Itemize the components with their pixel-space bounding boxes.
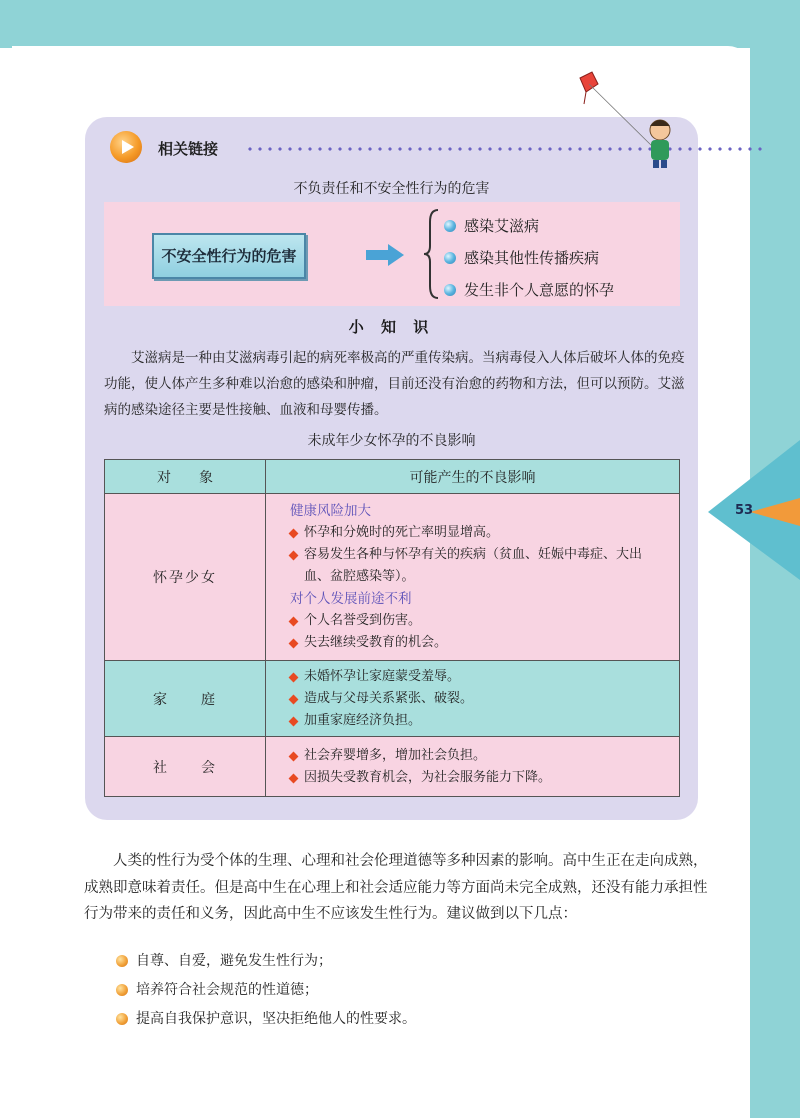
boy-with-kite-illustration bbox=[560, 70, 680, 170]
risk-item bbox=[444, 276, 614, 308]
diamond-bullet-icon bbox=[289, 716, 299, 726]
impact-category: 对个人发展前途不利 bbox=[290, 591, 412, 607]
row-impacts bbox=[266, 661, 680, 737]
impact-item: 未婚怀孕让家庭蒙受羞辱。 bbox=[290, 666, 679, 688]
impact-item: 容易发生各种与怀孕有关的疾病（贫血、妊娠中毒症、大出血、盆腔感染等）。 bbox=[290, 544, 649, 588]
impact-item: 个人名誉受到伤害。 bbox=[290, 610, 679, 632]
row-subject: 社 会 bbox=[105, 737, 266, 797]
orange-bullet-icon bbox=[116, 984, 128, 996]
diamond-bullet-icon bbox=[289, 639, 299, 649]
tip-title: 小 知 识 bbox=[348, 318, 435, 336]
brace-icon bbox=[422, 208, 440, 300]
page-number-tab bbox=[708, 440, 800, 580]
dotted-divider bbox=[245, 147, 765, 151]
impact-item: 加重家庭经济负担。 bbox=[290, 710, 679, 732]
diamond-bullet-icon bbox=[289, 617, 299, 627]
panel-title: 相关链接 bbox=[158, 140, 219, 158]
top-decorative-band bbox=[0, 0, 800, 48]
table-row bbox=[105, 494, 680, 661]
advice-item: 培养符合社会规范的性道德； bbox=[116, 977, 416, 1006]
table-header-subject: 对 象 bbox=[105, 460, 266, 494]
row-impacts bbox=[266, 494, 680, 661]
row-subject: 怀孕少女 bbox=[105, 494, 266, 661]
blue-bullet-icon bbox=[444, 220, 456, 232]
risk-item-text: 发生非个人意愿的怀孕 bbox=[464, 281, 615, 299]
risk-section-title: 不负责任和不安全性行为的危害 bbox=[293, 181, 490, 197]
row-impacts bbox=[266, 737, 680, 797]
diamond-bullet-icon bbox=[289, 551, 299, 561]
impact-item: 造成与父母关系紧张、破裂。 bbox=[290, 688, 679, 710]
risk-item-text: 感染艾滋病 bbox=[464, 217, 540, 235]
diamond-bullet-icon bbox=[289, 694, 299, 704]
orange-bullet-icon bbox=[116, 1013, 128, 1025]
right-arrow-icon bbox=[366, 244, 404, 266]
diamond-bullet-icon bbox=[289, 773, 299, 783]
risk-item bbox=[444, 212, 614, 244]
diamond-bullet-icon bbox=[289, 672, 299, 682]
table-header-impact: 可能产生的不良影响 bbox=[266, 460, 680, 494]
advice-item: 自尊、自爱，避免发生性行为； bbox=[116, 948, 416, 977]
table-row bbox=[105, 737, 680, 797]
risk-diagram bbox=[104, 202, 680, 306]
blue-bullet-icon bbox=[444, 252, 456, 264]
impact-category: 健康风险加大 bbox=[290, 503, 371, 519]
risk-item bbox=[444, 244, 614, 276]
advice-item: 提高自我保护意识，坚决拒绝他人的性要求。 bbox=[116, 1006, 416, 1035]
impact-item: 因损失受教育机会，为社会服务能力下降。 bbox=[290, 767, 679, 789]
impact-table bbox=[104, 459, 680, 797]
diamond-bullet-icon bbox=[289, 751, 299, 761]
row-subject: 家 庭 bbox=[105, 661, 266, 737]
risk-label-box: 不安全性行为的危害 bbox=[152, 233, 306, 279]
diamond-bullet-icon bbox=[289, 529, 299, 539]
blue-bullet-icon bbox=[444, 284, 456, 296]
impact-item: 怀孕和分娩时的死亡率明显增高。 bbox=[290, 522, 679, 544]
body-paragraph: 人类的性行为受个体的生理、心理和社会伦理道德等多种因素的影响。高中生正在走向成熟，成熟即意味着责任。但是高中生在心理上和社会适应能力等方面尚未完全成熟，还没有能力承担性行为带来的责任和义务，因此高中生不应该发生性行为。建议做到以下几点： bbox=[84, 853, 708, 922]
tip-paragraph: 艾滋病是一种由艾滋病毒引起的病死率极高的严重传染病。当病毒侵入人体后破坏人体的免疫功能，使人体产生多种难以治愈的感染和肿瘤，目前还没有治愈的药物和方法，但可以预防。艾滋病的感染途径主要是性接触、血液和母婴传播。 bbox=[104, 350, 685, 418]
orange-bullet-icon bbox=[116, 955, 128, 967]
table-header-row bbox=[105, 460, 680, 494]
table-title: 未成年少女怀孕的不良影响 bbox=[307, 433, 476, 449]
table-row bbox=[105, 661, 680, 737]
impact-item: 失去继续受教育的机会。 bbox=[290, 632, 679, 654]
play-icon bbox=[110, 131, 142, 163]
page-number: 53 bbox=[735, 503, 754, 518]
risk-item-text: 感染其他性传播疾病 bbox=[464, 249, 600, 267]
impact-item: 社会弃婴增多，增加社会负担。 bbox=[290, 745, 679, 767]
risk-list bbox=[444, 212, 614, 308]
advice-list bbox=[116, 948, 416, 1035]
